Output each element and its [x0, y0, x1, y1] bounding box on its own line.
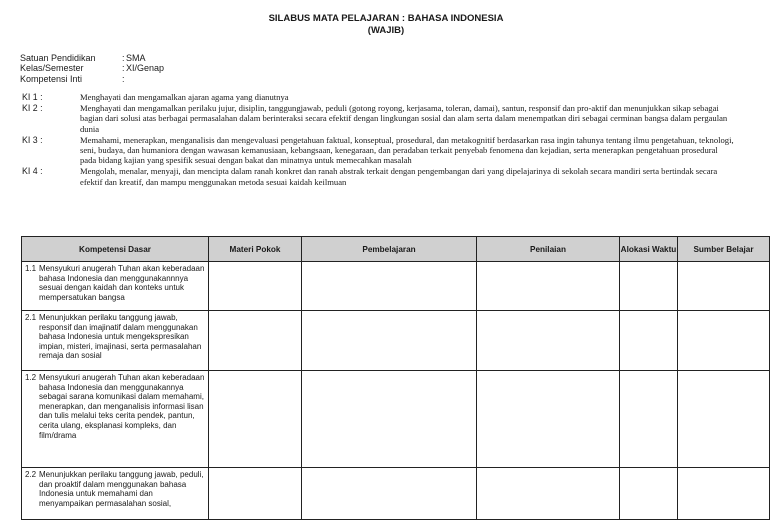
table-row: [22, 468, 770, 520]
cell: [620, 262, 678, 311]
meta-separator: :: [122, 63, 125, 74]
kd-text: Mensyukuri anugerah Tuhan akan keberadaan bahasa Indonesia dan menggunakannya sebagai sarana komunikasi dalam memahami, menerapkan, dan menganalisis informasi lisan dan tulis melalui teks cerita pendek, pantun, cerita ulang, eksplanasi kompleks, dan film/drama: [39, 373, 205, 440]
kd-number: 2.2: [25, 470, 37, 479]
kd-number: 1.1: [25, 264, 37, 273]
kd-cell: [22, 262, 209, 311]
cell: [477, 468, 620, 520]
cell: [678, 311, 770, 371]
ki-item: [22, 103, 734, 134]
cell: [302, 371, 477, 468]
ki-item: [22, 166, 734, 187]
header-penilaian: Penilaian: [477, 237, 620, 262]
title-line: SILABUS MATA PELAJARAN : BAHASA INDONESIA: [268, 13, 504, 24]
kd-text: Mensyukuri anugerah Tuhan akan keberadaan bahasa Indonesia dan menggunakannnya sesuai dengan kaidah dan konteks untuk mempersatukan bangsa: [39, 264, 205, 302]
cell: [620, 311, 678, 371]
meta-value: SMA: [126, 53, 146, 63]
cell: [209, 371, 302, 468]
ki-label: KI 2 :: [22, 102, 43, 113]
cell: [620, 371, 678, 468]
meta-label: Kompetensi Inti: [20, 73, 83, 84]
ki-item: [22, 135, 734, 166]
subtitle-line: (WAJIB): [367, 25, 405, 36]
ki-text: Menghayati dan mengamalkan perilaku jujur, disiplin, tanggungjawab, peduli (gotong royong, kerjasama, toleran, damai), santun, responsif dan pro-aktif dan menunjukkan sikap sebagai bagian dari solusi atas berbagai permasalahan dalam berinteraksi secara efektif dengan lingkungan sosial dan alam serta dalam menempatkan diri sebagai cerminan bangsa dalam pergaulan dunia: [80, 102, 728, 134]
cell: [302, 311, 477, 371]
ki-text: Menghayati dan mengamalkan ajaran agama yang dianutnya: [80, 92, 289, 102]
header-kompetensi-dasar: Kompetensi Dasar: [22, 237, 209, 262]
header-materi-pokok: Materi Pokok: [209, 237, 302, 262]
cell: [477, 262, 620, 311]
meta-row-kelas: [20, 63, 164, 73]
ki-text: Memahami, menerapkan, menganalisis dan mengevaluasi pengetahuan faktual, konseptual, prosedural, dan metakognitif berdasarkan rasa ingin tahunya tentang ilmu pengetahuan, teknologi, seni, budaya, dan humaniora dengan wawasan kemanusiaan, kebangsaan, kenegaraan, dan peradaban terkait penyebab fenomena dan kejadian, serta menerapkan pengetahuan prosedural pada bidang kajian yang spesifik sesuai dengan bakat dan minatnya untuk memecahkan masalah: [80, 134, 734, 166]
cell: [678, 371, 770, 468]
meta-row-satuan: [20, 53, 164, 63]
meta-label: Satuan Pendidikan: [20, 53, 96, 63]
kd-number: 1.2: [25, 373, 37, 382]
ki-item: [22, 92, 734, 102]
meta-label: Kelas/Semester: [20, 63, 84, 74]
cell: [302, 468, 477, 520]
cell: [209, 262, 302, 311]
ki-text: Mengolah, menalar, menyaji, dan mencipta dalam ranah konkret dan ranah abstrak terkait dengan pengembangan dari yang dipelajarinya di sekolah secara mandiri serta bertindak secara efektif dan kreatif, dan mampu menggunakan metoda sesuai kaidah keilmuan: [80, 166, 718, 187]
cell: [620, 468, 678, 520]
meta-separator: :: [122, 73, 125, 84]
meta-value: XI/Genap: [126, 63, 165, 74]
identity-block: [20, 53, 164, 84]
header-pembelajaran: Pembelajaran: [302, 237, 477, 262]
ki-label: KI 1 :: [22, 92, 43, 102]
ki-label: KI 4 :: [22, 166, 43, 177]
header-sumber-belajar: Sumber Belajar: [678, 237, 770, 262]
document-title: [0, 13, 772, 37]
table-row: [22, 311, 770, 371]
meta-row-kompetensi-inti: [20, 74, 164, 84]
meta-separator: :: [122, 53, 125, 63]
cell: [477, 311, 620, 371]
table-header-row: [22, 237, 770, 262]
kompetensi-inti-list: [22, 92, 734, 188]
cell: [209, 468, 302, 520]
kd-cell: [22, 311, 209, 371]
cell: [209, 311, 302, 371]
kd-text: Menunjukkan perilaku tanggung jawab, peduli, dan proaktif dalam menggunakan bahasa Indonesia untuk memahami dan menyampaikan permasalahan sosial,: [39, 470, 204, 508]
cell: [477, 371, 620, 468]
syllabus-table: [21, 236, 770, 520]
cell: [302, 262, 477, 311]
cell: [678, 468, 770, 520]
table-row: [22, 262, 770, 311]
kd-text: Menunjukkan perilaku tanggung jawab, responsif dan imajinatif dalam menggunakan bahasa Indonesia untuk mengekspresikan impian, misteri, imajinasi, serta permasalahan remaja dan sosial: [39, 313, 202, 361]
kd-cell: [22, 468, 209, 520]
kd-cell: [22, 371, 209, 468]
cell: [678, 262, 770, 311]
table-row: [22, 371, 770, 468]
header-alokasi-waktu: Alokasi Waktu: [620, 237, 678, 262]
kd-number: 2.1: [25, 313, 37, 322]
ki-label: KI 3 :: [22, 134, 43, 145]
